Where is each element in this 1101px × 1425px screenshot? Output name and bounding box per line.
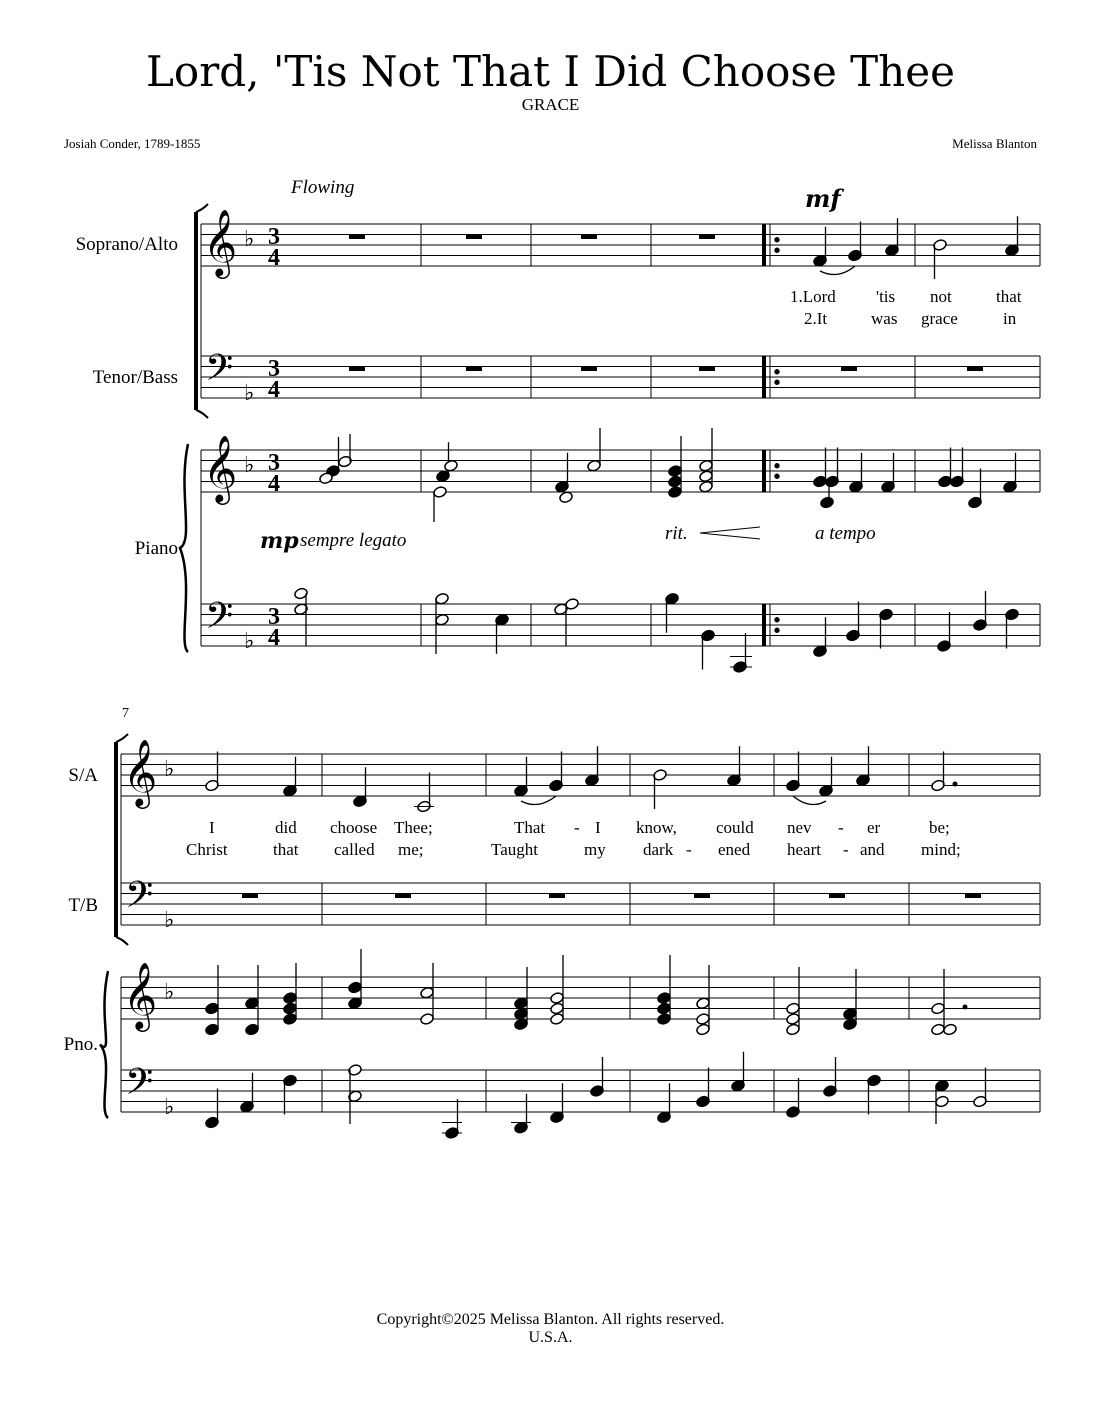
lyric: ened [718,840,751,859]
note-head [587,459,602,472]
time-signature: 3 [268,356,280,382]
repeat-dot [775,248,779,252]
flat-sign: ♭ [244,380,255,405]
time-signature: 3 [268,450,280,476]
lyric: - [574,818,580,837]
lyric: did [275,818,297,837]
lyric: in [1003,309,1017,328]
bracket-hook [116,937,128,945]
bass-clef: 𝄢 [125,875,154,924]
bass-clef: 𝄢 [125,1062,154,1111]
composer-credit: Melissa Blanton [952,136,1037,151]
note-head [283,992,298,1005]
note-head [668,465,683,478]
lyric: 2.It [804,309,828,328]
dynamic-mf: mf [805,184,841,213]
song-title: Lord, 'Tis Not That I Did Choose Thee [146,47,955,96]
treble-clef: 𝄞 [203,436,238,501]
lyric: me; [398,840,424,859]
lyric: - [686,840,692,859]
time-signature: 4 [268,471,280,497]
note-head [348,981,363,994]
note-head [696,1023,711,1036]
note-head [657,1013,672,1026]
note-head [550,1013,565,1026]
note-head [245,1023,260,1036]
note-head [420,986,435,999]
note-head [843,1007,858,1020]
whole-rest [965,893,981,898]
note-head [559,491,574,504]
flat-sign: ♭ [244,628,255,653]
note-head [550,1002,565,1015]
repeat-dot [775,628,779,632]
bass-clef: 𝄢 [205,348,234,397]
piano-brace [180,444,188,652]
note-head [657,1002,672,1015]
note-head [786,1002,801,1015]
flat-sign: ♭ [244,452,255,477]
bracket-hook [196,410,208,418]
dynamic-mp: mp [260,528,299,554]
bass-clef: 𝄢 [205,596,234,645]
lyric: Christ [186,840,228,859]
note-head [283,1013,298,1026]
time-signature: 3 [268,604,280,630]
note-head [843,1018,858,1031]
repeat-dot [775,238,779,242]
note-head [514,997,529,1010]
copyright-notice: Copyright©2025 Melissa Blanton. All rights reserved. [376,1311,725,1328]
flat-sign: ♭ [164,1094,175,1119]
lyric: choose [330,818,378,837]
a-tempo-marking: a tempo [815,523,876,544]
lyric: I [595,818,601,837]
treble-clef: 𝄞 [123,963,158,1028]
note-head [668,475,683,488]
note-head [444,459,459,472]
lyric: - [843,840,849,859]
lyric: be; [929,818,950,837]
note-head [348,997,363,1010]
lyric: not [930,287,952,306]
note-head [668,486,683,499]
note-head [657,992,672,1005]
staff-label-tb: T/B [68,895,98,916]
flat-sign: ♭ [164,756,175,781]
note-head [205,1002,220,1015]
lyric: that [996,287,1022,306]
note-head [699,459,714,472]
whole-rest [242,893,258,898]
piano-expression: sempre legato [300,530,407,551]
tempo-marking: Flowing [291,177,355,198]
whole-rest [549,893,565,898]
whole-rest [699,366,715,371]
whole-rest [349,234,365,239]
measure-number: 7 [122,706,129,721]
note-head [786,1013,801,1026]
dot [953,782,957,786]
lyric: and [860,840,885,859]
note-head [931,1002,946,1015]
note-head [943,1023,958,1036]
time-signature: 4 [268,625,280,651]
treble-clef: 𝄞 [203,210,238,275]
dot [963,1005,967,1009]
note-head [699,470,714,483]
time-signature: 4 [268,377,280,403]
time-signature: 3 [268,224,280,250]
tune-name: GRACE [521,95,580,114]
lyric: mind; [921,840,961,859]
staff-label-sa: S/A [68,765,98,786]
whole-rest [967,366,983,371]
lyric: 1.Lord [790,287,836,306]
whole-rest [395,893,411,898]
lyric: That [514,818,546,837]
staff-label-soprano-alto: Soprano/Alto [75,234,178,255]
note-head [696,1013,711,1026]
note-head [435,592,450,605]
lyric: dark [643,840,674,859]
time-signature: 4 [268,245,280,271]
note-head [696,997,711,1010]
flat-sign: ♭ [164,979,175,1004]
lyric: called [334,840,375,859]
ritardando-marking: rit. [665,523,688,544]
treble-clef: 𝄞 [123,740,158,805]
note-head [935,1095,950,1108]
repeat-dot [775,618,779,622]
whole-rest [699,234,715,239]
whole-rest [349,366,365,371]
whole-rest [841,366,857,371]
lyric: er [867,818,881,837]
slur [820,266,855,275]
repeat-dot [775,370,779,374]
note-head [931,1023,946,1036]
staff-label-pno: Pno. [63,1034,98,1055]
repeat-dot [775,474,779,478]
note-head [283,1002,298,1015]
repeat-dot [775,380,779,384]
slur [793,796,826,805]
note-head [699,480,714,493]
lyric: nev [787,818,812,837]
lyric: grace [921,309,958,328]
lyric: Taught [491,840,538,859]
note-head [205,1023,220,1036]
whole-rest [466,234,482,239]
whole-rest [581,234,597,239]
lyric: - [838,818,844,837]
note-head [820,496,835,509]
note-head [514,1007,529,1020]
note-head [786,1023,801,1036]
piano-brace [100,971,108,1118]
slur [521,796,556,805]
note-head [435,613,450,626]
repeat-dot [775,464,779,468]
lyric: I [209,818,215,837]
lyric: Thee; [394,818,433,837]
whole-rest [466,366,482,371]
lyric: heart [787,840,821,859]
crescendo-hairpin [700,527,760,539]
note-head [433,486,448,499]
whole-rest [581,366,597,371]
flat-sign: ♭ [164,907,175,932]
note-head [245,997,260,1010]
note-head [935,1079,950,1092]
whole-rest [694,893,710,898]
copyright-country: U.S.A. [528,1329,573,1346]
lyric: 'tis [876,287,896,306]
whole-rest [829,893,845,898]
lyric: that [273,840,299,859]
lyricist-credit: Josiah Conder, 1789-1855 [64,136,201,151]
staff-label-piano: Piano [134,538,178,559]
note-head [514,1018,529,1031]
note-head [550,992,565,1005]
lyric: know, [636,818,677,837]
staff-label-tenor-bass: Tenor/Bass [92,367,178,388]
lyric: my [584,840,606,859]
lyric: could [716,818,754,837]
flat-sign: ♭ [244,226,255,251]
note-head [420,1013,435,1026]
lyric: was [871,309,898,328]
